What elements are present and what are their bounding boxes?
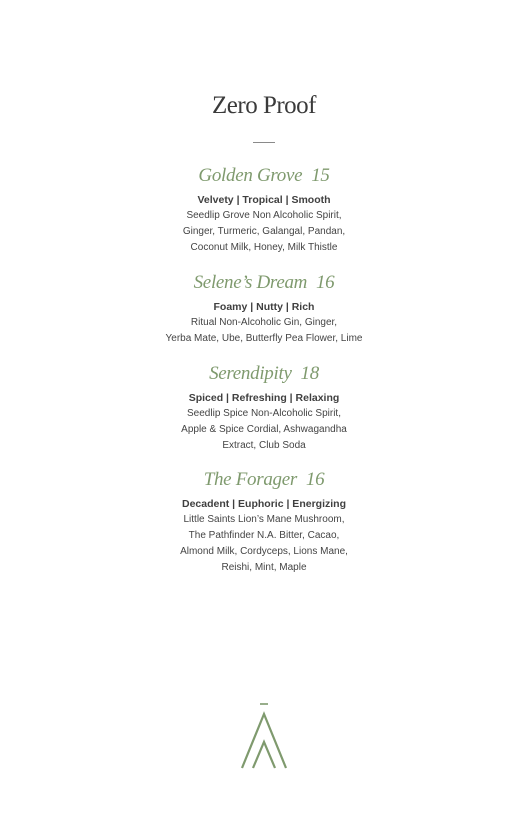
item-description-line: Ginger, Turmeric, Galangal, Pandan, — [182, 226, 346, 237]
item-description-line: Reishi, Mint, Maple — [221, 562, 307, 573]
item-name: The Forager — [203, 469, 297, 490]
item-description-line: Ritual Non-Alcoholic Gin, Ginger, — [190, 317, 338, 328]
item-name: Golden Grove — [198, 165, 303, 186]
title-divider — [253, 142, 275, 143]
item-price: 15 — [311, 165, 330, 186]
item-description-line: Extract, Club Soda — [222, 440, 306, 451]
item-heading — [0, 164, 528, 188]
item-price: 16 — [305, 469, 325, 490]
menu-item-golden-grove — [0, 164, 528, 256]
item-tags: Spiced | Refreshing | Relaxing — [188, 392, 340, 404]
item-description-line: Seedlip Spice Non-Alcoholic Spirit, — [187, 408, 341, 419]
item-description-line: Almond Milk, Cordyceps, Lions Mane, — [180, 546, 348, 557]
item-name: Serendipity — [209, 363, 292, 384]
menu-item-the-forager — [0, 468, 528, 576]
a-monogram-icon — [240, 702, 288, 770]
item-heading — [0, 271, 528, 295]
item-name: Selene’s Dream — [193, 272, 308, 293]
menu-title: Zero Proof — [212, 92, 316, 119]
item-description-line: Little Saints Lion’s Mane Mushroom, — [183, 514, 345, 525]
item-description-line: The Pathfinder N.A. Bitter, Cacao, — [188, 530, 340, 541]
item-description-line: Yerba Mate, Ube, Butterfly Pea Flower, Lime — [165, 333, 363, 344]
item-description-line: Seedlip Grove Non Alcoholic Spirit, — [186, 210, 342, 221]
item-tags: Decadent | Euphoric | Energizing — [182, 498, 346, 510]
item-description-line: Coconut Milk, Honey, Milk Thistle — [190, 242, 338, 253]
item-tags: Velvety | Tropical | Smooth — [197, 194, 331, 206]
item-heading — [0, 468, 528, 492]
item-description-line: Apple & Spice Cordial, Ashwagandha — [181, 424, 347, 435]
item-tags: Foamy | Nutty | Rich — [213, 301, 315, 313]
menu-item-serendipity — [0, 362, 528, 454]
item-price: 18 — [300, 363, 319, 384]
item-heading — [0, 362, 528, 386]
menu-item-selenes-dream — [0, 271, 528, 347]
item-price: 16 — [315, 272, 335, 293]
